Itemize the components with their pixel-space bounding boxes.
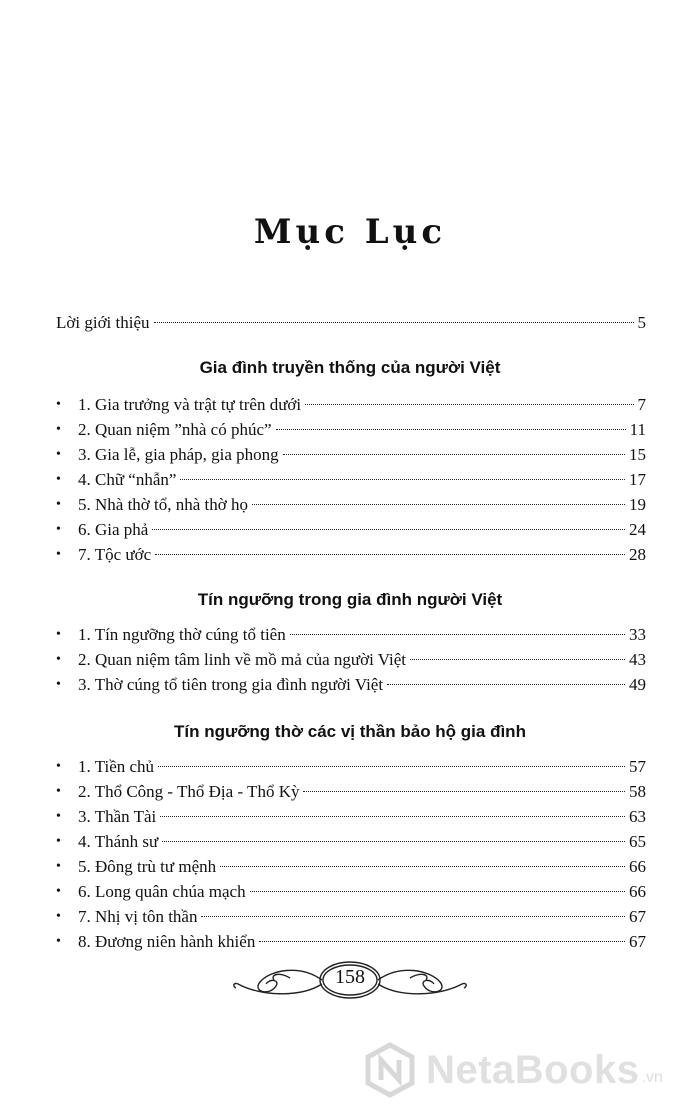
dot-leader	[160, 816, 625, 817]
toc-page-number: 63	[629, 807, 646, 826]
page-title: Mục Lục	[253, 212, 447, 252]
toc-entry[interactable]	[56, 879, 646, 905]
toc-page-number: 66	[629, 857, 646, 876]
dot-leader	[283, 454, 625, 455]
dot-leader	[152, 529, 625, 530]
toc-page-number: 24	[629, 520, 646, 539]
toc-entry[interactable]	[56, 779, 646, 805]
toc-page-number: 28	[629, 545, 646, 564]
toc-label: 1. Tiền chủ	[78, 757, 155, 776]
bullet-icon: •	[56, 809, 61, 824]
toc-label: 1. Gia trưởng và trật tự trên dưới	[78, 395, 302, 414]
bullet-icon: •	[56, 859, 61, 874]
toc-entry[interactable]	[56, 647, 646, 673]
toc-entry[interactable]	[56, 417, 646, 443]
toc-entry[interactable]	[56, 542, 646, 568]
dot-leader	[276, 429, 626, 430]
toc-label: 2. Thổ Công - Thổ Địa - Thổ Kỳ	[78, 782, 300, 801]
bullet-icon: •	[56, 447, 61, 462]
bullet-icon: •	[56, 422, 61, 437]
bullet-icon: •	[56, 884, 61, 899]
section-heading: Gia đình truyền thống của người Việt	[199, 358, 501, 377]
toc-label: 8. Đương niên hành khiển	[78, 932, 256, 951]
toc-entry[interactable]	[56, 492, 646, 518]
bullet-icon: •	[56, 397, 61, 412]
dot-leader	[158, 766, 625, 767]
toc-label: 3. Gia lễ, gia pháp, gia phong	[78, 445, 279, 464]
toc-label: 7. Nhị vị tôn thần	[78, 907, 198, 926]
toc-page-number: 17	[629, 470, 646, 489]
toc-label: 4. Thánh sư	[78, 832, 159, 851]
bullet-icon: •	[56, 934, 61, 949]
toc-label: 2. Quan niệm tâm linh về mồ mả của người Việt	[78, 650, 406, 669]
toc-entry-intro[interactable]	[56, 310, 646, 336]
toc-entry[interactable]	[56, 392, 646, 418]
toc-page-number: 7	[637, 395, 646, 414]
bullet-icon: •	[56, 759, 61, 774]
toc-label: 3. Thần Tài	[78, 807, 157, 826]
toc-entry[interactable]	[56, 829, 646, 855]
dot-leader	[290, 634, 625, 635]
toc-page-number: 33	[629, 625, 646, 644]
toc-page-number: 11	[629, 420, 646, 439]
dot-leader	[410, 659, 625, 660]
toc-label: 6. Gia phả	[78, 520, 149, 539]
dot-leader	[155, 554, 625, 555]
toc-entry[interactable]	[56, 929, 646, 955]
toc-entry[interactable]	[56, 754, 646, 780]
toc-label: 3. Thờ cúng tổ tiên trong gia đình người Việt	[78, 675, 384, 694]
dot-leader	[387, 684, 625, 685]
toc-entry[interactable]	[56, 442, 646, 468]
watermark	[362, 1040, 663, 1100]
toc-page-number: 19	[629, 495, 646, 514]
bullet-icon: •	[56, 472, 61, 487]
watermark-suffix: .vn	[641, 1069, 663, 1086]
toc-label: 5. Nhà thờ tổ, nhà thờ họ	[78, 495, 249, 514]
toc-label: 4. Chữ “nhẫn”	[78, 470, 177, 489]
netabooks-logo-icon	[362, 1042, 418, 1098]
toc-page-number: 43	[629, 650, 646, 669]
toc-page-number: 67	[629, 907, 646, 926]
dot-leader	[250, 891, 625, 892]
dot-leader	[201, 916, 625, 917]
bullet-icon: •	[56, 627, 61, 642]
bullet-icon: •	[56, 652, 61, 667]
toc-entry[interactable]	[56, 467, 646, 493]
bullet-icon: •	[56, 522, 61, 537]
toc-page-number: 67	[629, 932, 646, 951]
dot-leader	[303, 791, 625, 792]
dot-leader	[162, 841, 625, 842]
toc-label: 5. Đông trù tư mệnh	[78, 857, 217, 876]
toc-label: Lời giới thiệu	[56, 313, 150, 332]
toc-label: 1. Tín ngưỡng thờ cúng tổ tiên	[78, 625, 286, 644]
toc-page-number: 66	[629, 882, 646, 901]
toc-label: 7. Tộc ước	[78, 545, 152, 564]
toc-label: 2. Quan niệm ”nhà có phúc”	[78, 420, 272, 439]
bullet-icon: •	[56, 834, 61, 849]
toc-entry[interactable]	[56, 622, 646, 648]
section-heading: Tín ngưỡng trong gia đình người Việt	[197, 590, 503, 609]
bullet-icon: •	[56, 909, 61, 924]
toc-page-number: 65	[629, 832, 646, 851]
dot-leader	[154, 322, 634, 323]
dot-leader	[180, 479, 625, 480]
toc-page-number: 5	[637, 313, 646, 332]
page-number: 158	[335, 966, 365, 988]
toc-entry[interactable]	[56, 517, 646, 543]
dot-leader	[220, 866, 625, 867]
dot-leader	[259, 941, 625, 942]
toc-entry[interactable]	[56, 904, 646, 930]
bullet-icon: •	[56, 677, 61, 692]
toc-entry[interactable]	[56, 804, 646, 830]
bullet-icon: •	[56, 547, 61, 562]
toc-page-number: 58	[629, 782, 646, 801]
toc-page-number: 49	[629, 675, 646, 694]
toc-entry[interactable]	[56, 672, 646, 698]
toc-entry[interactable]	[56, 854, 646, 880]
toc-label: 6. Long quân chúa mạch	[78, 882, 246, 901]
section-heading: Tín ngưỡng thờ các vị thần bảo hộ gia đình	[174, 722, 526, 741]
bullet-icon: •	[56, 497, 61, 512]
watermark-brand: NetaBooks	[426, 1047, 640, 1092]
toc-page-number: 57	[629, 757, 646, 776]
dot-leader	[305, 404, 633, 405]
toc-page-number: 15	[629, 445, 646, 464]
bullet-icon: •	[56, 784, 61, 799]
dot-leader	[252, 504, 625, 505]
